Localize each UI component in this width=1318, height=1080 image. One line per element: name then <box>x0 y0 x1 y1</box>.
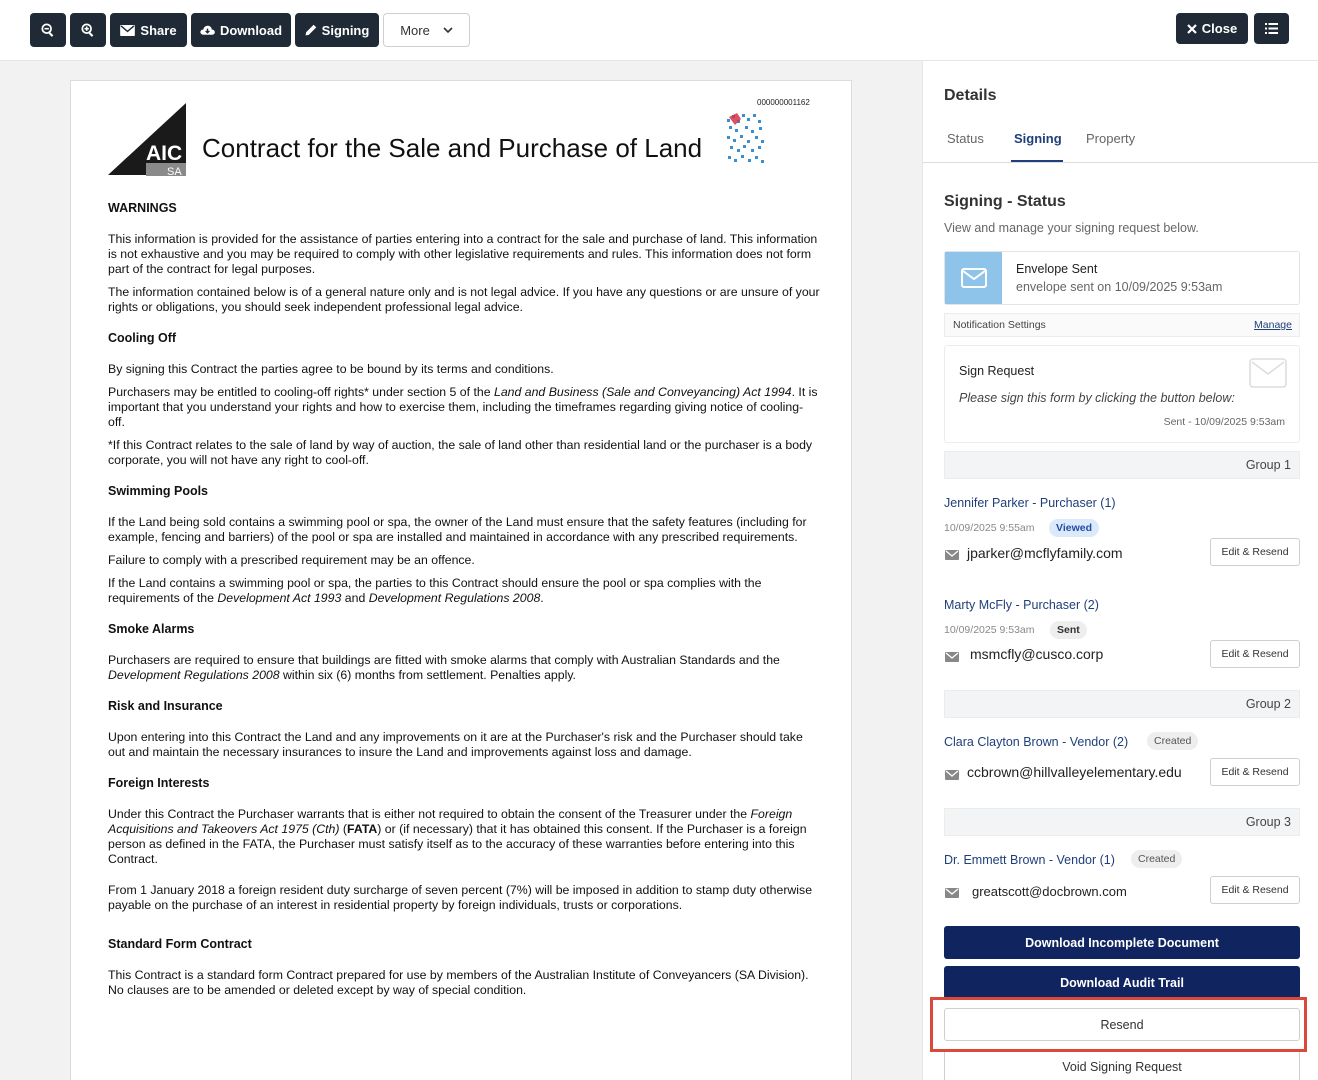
zoom-in-button[interactable] <box>70 13 106 47</box>
tab-bar <box>923 119 1318 163</box>
cooling-off-paragraph-3: *If this Contract relates to the sale of land by way of auction, the sale of land other than residential land or the purchaser is a body corporate, you will not have any right to cool-off. <box>108 438 813 467</box>
status-badge: Created <box>1131 850 1182 868</box>
envelope-outline-icon <box>1249 358 1287 393</box>
download-label: Download <box>219 22 283 38</box>
signer-date: 10/09/2025 9:55am <box>944 522 1035 534</box>
void-signing-request-button[interactable]: Void Signing Request <box>944 1050 1300 1080</box>
list-icon <box>1265 23 1278 34</box>
close-label: Close <box>1201 21 1238 36</box>
cooling-off-paragraph-2: Purchasers may be entitled to cooling-off rights* under section 5 of the Land and Business (Sale and Conveyancing) Act 1994. It is important that you understand your rights and how to exercise them, including the timeframes regarding giving notice of cooling-off. <box>108 385 818 429</box>
qr-code <box>725 111 765 166</box>
zoom-out-button[interactable] <box>30 13 66 47</box>
toolbar <box>0 0 1318 61</box>
envelope-icon <box>945 252 1002 304</box>
envelope-status-title: Envelope Sent <box>1016 262 1098 276</box>
swimming-pools-paragraph-2: Failure to comply with a prescribed requirement may be an offence. <box>108 553 475 567</box>
active-tab-indicator <box>1011 160 1063 162</box>
share-label: Share <box>140 22 177 38</box>
resend-button[interactable]: Resend <box>944 1008 1300 1041</box>
risk-insurance-heading: Risk and Insurance <box>108 699 223 713</box>
cooling-off-heading: Cooling Off <box>108 331 177 345</box>
sign-request-text: Please sign this form by clicking the button below: <box>959 391 1235 405</box>
document-body <box>108 201 820 998</box>
cloud-download-icon <box>200 24 215 36</box>
standard-form-paragraph: This Contract is a standard form Contract prepared for use by members of the Australian Institute of Conveyancers (SA Division). No clauses are to be amended or deleted except by way of special condition. <box>108 968 809 997</box>
pen-icon <box>305 24 317 36</box>
zoom-out-icon <box>41 23 55 37</box>
svg-text:SA: SA <box>167 166 182 178</box>
notification-settings-row <box>944 313 1300 337</box>
document-number: 000000001162 <box>757 98 810 107</box>
mail-icon <box>945 649 959 667</box>
signing-status-subtitle: View and manage your signing request below. <box>944 221 1199 235</box>
tab-status[interactable]: Status <box>947 131 984 146</box>
signer-date: 10/09/2025 9:53am <box>944 624 1035 636</box>
swimming-pools-paragraph-1: If the Land being sold contains a swimming pool or spa, the owner of the Land must ensure that the safety features (including for example, fencing and barriers) of the pool or spa are installed and maintained in accordance with any prescribed requirements. <box>108 515 807 544</box>
signer-email: ccbrown@hillvalleyelementary.edu <box>967 764 1182 780</box>
standard-form-heading: Standard Form Contract <box>108 937 252 951</box>
tab-signing[interactable]: Signing <box>1014 131 1062 146</box>
download-audit-trail-button[interactable]: Download Audit Trail <box>944 966 1300 999</box>
signer-name: Jennifer Parker - Purchaser (1) <box>944 496 1116 510</box>
signer-email: msmcfly@cusco.corp <box>970 646 1104 662</box>
warnings-paragraph-1: This information is provided for the assistance of parties entering into a contract for the sale and purchase of land. This information is not exhaustive and you may be required to comply with other legislative requirements and rules. This information does not form part of the contract for legal purposes. <box>108 232 818 276</box>
share-button[interactable] <box>110 13 187 47</box>
group-header-2: Group 2 <box>944 690 1300 718</box>
envelope-status-subtitle: envelope sent on 10/09/2025 9:53am <box>1016 280 1223 294</box>
mail-icon <box>945 547 959 565</box>
chevron-down-icon <box>443 26 453 34</box>
sign-request-sent: Sent - 10/09/2025 9:53am <box>1163 416 1285 428</box>
group-header-3: Group 3 <box>944 808 1300 836</box>
cooling-off-paragraph-1: By signing this Contract the parties agree to be bound by its terms and conditions. <box>108 362 554 376</box>
signing-status-title: Signing - Status <box>944 193 1066 210</box>
foreign-interests-paragraph-2: From 1 January 2018 a foreign resident duty surcharge of seven percent (7%) will be imposed in addition to stamp duty otherwise payable on the purchase of an interest in residential property by foreign individuals, trusts or corporations. <box>108 883 813 912</box>
smoke-alarms-paragraph: Purchasers are required to ensure that buildings are fitted with smoke alarms that comply with Australian Standards and the Development Regulations 2008 within six (6) months from settlement. Penalties apply. <box>108 653 780 682</box>
document-page <box>70 80 852 1080</box>
close-button[interactable] <box>1176 13 1248 44</box>
smoke-alarms-heading: Smoke Alarms <box>108 622 195 636</box>
close-icon <box>1187 24 1197 34</box>
edit-resend-button[interactable]: Edit & Resend <box>1210 640 1300 668</box>
group-header-1: Group 1 <box>944 451 1300 479</box>
swimming-pools-heading: Swimming Pools <box>108 484 209 498</box>
zoom-in-icon <box>81 23 95 37</box>
more-label: More <box>400 22 430 38</box>
download-button[interactable] <box>191 13 291 47</box>
warnings-heading: WARNINGS <box>108 201 177 215</box>
edit-resend-button[interactable]: Edit & Resend <box>1210 876 1300 904</box>
status-badge: Created <box>1147 732 1198 750</box>
menu-button[interactable] <box>1254 13 1289 44</box>
warnings-paragraph-2: The information contained below is of a general nature only and is not legal advice. If you have any questions or are unsure of your rights or obligations, you should seek independent professional legal advice. <box>108 285 820 314</box>
status-badge: Viewed <box>1049 519 1099 537</box>
signing-button[interactable] <box>295 13 379 47</box>
sign-request-title: Sign Request <box>959 364 1035 378</box>
envelope-icon <box>120 25 135 36</box>
foreign-interests-heading: Foreign Interests <box>108 776 210 790</box>
swimming-pools-paragraph-3: If the Land contains a swimming pool or spa, the parties to this Contract should ensure the pool or spa complies with the requirements of the Development Act 1993 and Development Regulations 2008. <box>108 576 762 605</box>
envelope-status-card <box>944 251 1300 305</box>
details-panel <box>922 61 1318 1080</box>
more-dropdown[interactable] <box>383 13 470 47</box>
status-badge: Sent <box>1050 621 1087 639</box>
panel-title: Details <box>944 87 997 104</box>
document-viewer[interactable] <box>0 61 922 1080</box>
signer-email: jparker@mcflyfamily.com <box>967 545 1123 561</box>
edit-resend-button[interactable]: Edit & Resend <box>1210 538 1300 566</box>
risk-insurance-paragraph: Upon entering into this Contract the Land and any improvements on it are at the Purchaser's risk and the Purchaser should take out and maintain the necessary insurances to insure the Land and improvements against loss and damage. <box>108 730 803 759</box>
document-title: Contract for the Sale and Purchase of Land <box>202 133 703 163</box>
foreign-interests-paragraph-1: Under this Contract the Purchaser warrants that is either not required to obtain the consent of the Treasurer under the Foreign Acquisitions and Takeovers Act 1975 (Cth) (FATA) or (if necessary) that it has obtained this consent. If the Purchaser is a foreign person as defined in the FATA, the Purchaser must satisfy itself as to the accuracy of these warranties before entering into this Contract. <box>108 807 807 866</box>
mail-icon <box>945 885 959 903</box>
resend-highlight-box <box>930 997 1307 1052</box>
svg-text:AIC: AIC <box>146 142 183 165</box>
signer-name: Clara Clayton Brown - Vendor (2) <box>944 735 1129 749</box>
manage-notifications-link[interactable]: Manage <box>1254 319 1292 331</box>
tab-property[interactable]: Property <box>1086 131 1136 146</box>
signer-email: greatscott@docbrown.com <box>972 884 1127 899</box>
edit-resend-button[interactable]: Edit & Resend <box>1210 758 1300 786</box>
signer-name: Dr. Emmett Brown - Vendor (1) <box>944 853 1115 867</box>
signing-label: Signing <box>321 22 370 38</box>
notification-settings-label: Notification Settings <box>953 319 1046 331</box>
signer-name: Marty McFly - Purchaser (2) <box>944 598 1099 612</box>
download-incomplete-document-button[interactable]: Download Incomplete Document <box>944 926 1300 959</box>
sign-request-card <box>944 345 1300 443</box>
aic-logo <box>108 103 186 179</box>
mail-icon <box>945 767 959 785</box>
